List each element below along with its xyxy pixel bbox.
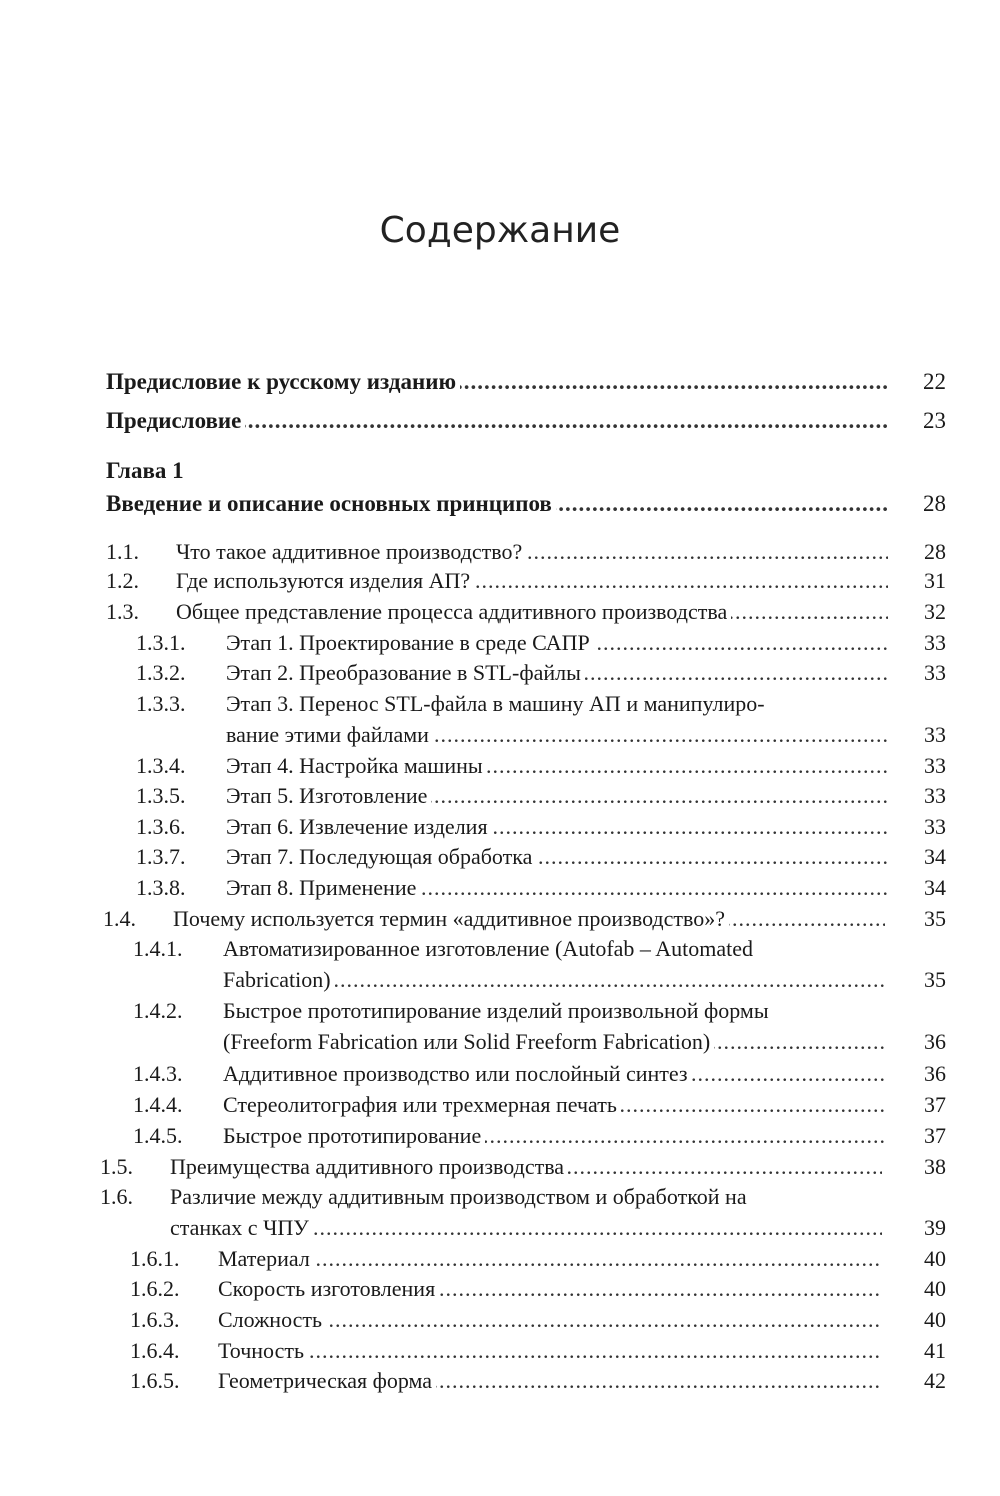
toc-entry-page: 36 <box>924 1029 946 1054</box>
toc-entry-page: 34 <box>924 844 946 869</box>
toc-entry-number: 1.3.4. <box>136 753 186 778</box>
toc-entry-page: 39 <box>924 1215 946 1240</box>
toc-entry-number: 1.6. <box>100 1184 133 1209</box>
toc-entry-title: Этап 6. Извлечение изделия <box>226 814 492 839</box>
toc-entry-title: Материал <box>218 1246 314 1271</box>
toc-entry-title: Этап 2. Преобразование в STL-файлы <box>226 660 585 685</box>
toc-entry-page: 33 <box>924 722 946 747</box>
toc-entry-page: 37 <box>924 1092 946 1117</box>
toc-entry-number: 1.4. <box>103 906 136 931</box>
toc-entry-page: 31 <box>924 568 946 593</box>
toc-entry-number: 1.5. <box>100 1154 133 1179</box>
toc-entry[interactable] <box>0 1090 1000 1120</box>
toc-entry-title: Быстрое прототипирование <box>223 1123 485 1148</box>
toc-entry-title: станках с ЧПУ <box>170 1215 313 1240</box>
toc-entry-number: 1.3.6. <box>136 814 186 839</box>
toc-entry-title: Предисловие к русскому изданию <box>106 369 460 394</box>
toc-entry[interactable] <box>0 566 1000 596</box>
chapter-label <box>0 456 1000 486</box>
toc-entry-page: 33 <box>924 814 946 839</box>
toc-entry-title: Этап 1. Проектирование в среде САПР <box>226 630 594 655</box>
toc-entry-title: Аддитивное производство или послойный синтез <box>223 1061 692 1086</box>
toc-entry[interactable] <box>0 537 1000 567</box>
toc-entry-title: Преимущества аддитивного производства <box>170 1154 568 1179</box>
toc-entry-page: 33 <box>924 753 946 778</box>
toc-entry[interactable] <box>0 689 1000 719</box>
toc-entry-page: 40 <box>924 1246 946 1271</box>
toc-entry[interactable] <box>0 934 1000 964</box>
toc-entry-number: 1.4.3. <box>133 1061 183 1086</box>
toc-entry[interactable] <box>0 842 1000 872</box>
toc-entry-number: 1.3. <box>106 599 139 624</box>
toc-entry-title: Геометрическая форма <box>218 1368 436 1393</box>
toc-entry-number: 1.3.7. <box>136 844 186 869</box>
toc-entry-title: (Freeform Fabrication или Solid Freeform Fabrication) <box>223 1029 714 1054</box>
toc-entry-title: вание этими файлами <box>226 722 433 747</box>
toc-entry[interactable] <box>0 996 1000 1026</box>
toc-entry-number: 1.6.1. <box>130 1246 180 1271</box>
toc-entry-page: 28 <box>924 539 946 564</box>
toc-entry[interactable] <box>0 904 1000 934</box>
toc-entry-number: 1.4.1. <box>133 936 183 961</box>
toc-entry[interactable] <box>0 1366 1000 1396</box>
toc-entry[interactable] <box>0 658 1000 688</box>
toc-entry-page: 33 <box>924 660 946 685</box>
toc-entry-page: 37 <box>924 1123 946 1148</box>
toc-entry-title: Стереолитография или трехмерная печать <box>223 1092 621 1117</box>
toc-entry-number: 1.6.2. <box>130 1276 180 1301</box>
toc-entry-number: 1.3.3. <box>136 691 186 716</box>
toc-entry-title: Этап 7. Последующая обработка <box>226 844 536 869</box>
toc-entry-title: Этап 4. Настройка машины <box>226 753 487 778</box>
toc-entry-page: 33 <box>924 783 946 808</box>
toc-entry-title: Сложность <box>218 1307 326 1332</box>
toc-entry[interactable] <box>0 873 1000 903</box>
toc-entry-number: 1.4.2. <box>133 998 183 1023</box>
toc-entry-page: 28 <box>923 491 946 516</box>
toc-entry-number: 1.3.5. <box>136 783 186 808</box>
toc-entry[interactable] <box>0 1336 1000 1366</box>
toc-entry-title: Скорость изготовления <box>218 1276 439 1301</box>
toc-entry-number: 1.6.4. <box>130 1338 180 1363</box>
toc-entry[interactable] <box>0 1274 1000 1304</box>
toc-entry-number: 1.3.1. <box>136 630 186 655</box>
toc-entry-number: 1.1. <box>106 539 139 564</box>
toc-entry-title: Что такое аддитивное производство? <box>176 539 526 564</box>
toc-entry-title: Почему используется термин «аддитивное производство»? <box>173 906 729 931</box>
toc-entry-page: 35 <box>924 967 946 992</box>
toc-entry-continuation[interactable] <box>0 965 1000 995</box>
toc-entry[interactable] <box>0 1182 1000 1212</box>
toc-entry[interactable] <box>0 628 1000 658</box>
toc-entry-continuation[interactable] <box>0 1027 1000 1057</box>
toc-entry-title: Быстрое прототипирование изделий произвольной формы <box>223 998 773 1023</box>
toc-entry[interactable] <box>0 1305 1000 1335</box>
toc-entry-title: Этап 3. Перенос STL-файла в машину АП и манипулиро- <box>226 691 769 716</box>
toc-entry-page: 42 <box>924 1368 946 1393</box>
toc-entry-number: 1.6.3. <box>130 1307 180 1332</box>
page-title: Содержание <box>379 210 621 251</box>
toc-entry[interactable] <box>0 1244 1000 1274</box>
toc-entry-title: Где используются изделия АП? <box>176 568 474 593</box>
toc-entry[interactable] <box>0 812 1000 842</box>
toc-entry-title: Предисловие <box>106 408 245 433</box>
toc-entry-page: 32 <box>924 599 946 624</box>
toc-entry-title: Автоматизированное изготовление (Autofab – Automated <box>223 936 757 961</box>
toc-entry-continuation[interactable] <box>0 1213 1000 1243</box>
toc-entry-page: 22 <box>923 369 946 394</box>
toc-entry-number: 1.3.2. <box>136 660 186 685</box>
toc-entry[interactable] <box>0 1121 1000 1151</box>
chapter-number: Глава 1 <box>106 458 188 483</box>
toc-entry-number: 1.2. <box>106 568 139 593</box>
toc-entry-number: 1.4.4. <box>133 1092 183 1117</box>
toc-entry[interactable] <box>0 489 1000 519</box>
toc-entry-title: Этап 8. Применение <box>226 875 420 900</box>
toc-entry-title: Общее представление процесса аддитивного производства <box>176 599 731 624</box>
toc-entry[interactable] <box>0 751 1000 781</box>
toc-entry-page: 40 <box>924 1307 946 1332</box>
toc-entry-title: Этап 5. Изготовление <box>226 783 431 808</box>
toc-entry-title: Различие между аддитивным производством и обработкой на <box>170 1184 751 1209</box>
toc-entry-page: 40 <box>924 1276 946 1301</box>
toc-entry-number: 1.6.5. <box>130 1368 180 1393</box>
toc-entry[interactable] <box>0 1152 1000 1182</box>
toc-entry-page: 36 <box>924 1061 946 1086</box>
toc-entry[interactable] <box>0 367 1000 397</box>
toc-entry-number: 1.4.5. <box>133 1123 183 1148</box>
toc-entry[interactable] <box>0 406 1000 436</box>
toc-entry[interactable] <box>0 781 1000 811</box>
toc-entry-page: 35 <box>924 906 946 931</box>
toc-entry-number: 1.3.8. <box>136 875 186 900</box>
toc-entry-title: Fabrication) <box>223 967 335 992</box>
toc-entry-title: Точность <box>218 1338 308 1363</box>
toc-entry-title: Введение и описание основных принципов <box>106 491 556 516</box>
toc-entry-page: 33 <box>924 630 946 655</box>
toc-entry-page: 23 <box>923 408 946 433</box>
toc-entry[interactable] <box>0 597 1000 627</box>
toc-entry-page: 38 <box>924 1154 946 1179</box>
toc-entry-continuation[interactable] <box>0 720 1000 750</box>
toc-entry[interactable] <box>0 1059 1000 1089</box>
toc-entry-page: 34 <box>924 875 946 900</box>
toc-entry-page: 41 <box>924 1338 946 1363</box>
